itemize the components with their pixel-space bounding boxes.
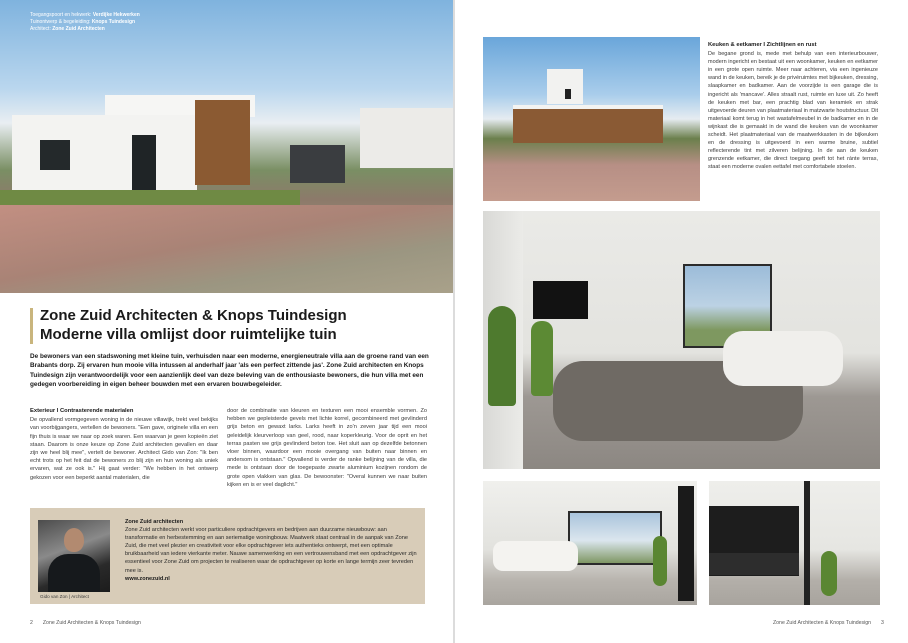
footer-left <box>30 620 141 626</box>
credit-line: Architect: Zone Zuid Architecten <box>30 26 105 32</box>
villa-front-photo <box>483 37 700 201</box>
section-heading: Keuken & eetkamer I Zichtlijnen en rust <box>708 42 817 48</box>
page-number: 3 <box>881 620 884 626</box>
body-text: door de combinatie van kleuren en texturen een mooi ensemble vormen. Zo hebben we gepleisterde gevels met lichte korrel, gecombineerd met gevlinderd grijs beton en gewaxt larks. Larks heeft in zo'n zeven jaar tijd een mooi geleidelijk kleurverloop van geel, rood, naar koperkleurig. Voor de oprit en het terras pasten we grijs gevlinderd beton toe. Het sluit aan op dezelfde betonnen vloer binnen, waardoor een mooie overgang van buiten naar binnen en andersom is ontstaan." Opvallend is verder de ranke belijning van de villa, die mede is ontstaan door de toegepaste zwarte aluminium kozijnen rondom de grote open vlakken van glas. De bewoonster: "Overal kunnen we naar buiten kijken en is er veel daglicht." <box>227 408 427 488</box>
footer-right <box>773 620 884 626</box>
left-page <box>0 0 453 643</box>
title-accent-bar <box>30 308 33 344</box>
body-column-1 <box>30 407 218 482</box>
living-room-photo <box>483 211 880 469</box>
credit-line: Tuinontwerp & begeleiding: Knops Tuindesign <box>30 19 136 25</box>
company-description <box>125 518 417 583</box>
page-number: 2 <box>30 620 33 626</box>
company-info-box <box>30 508 425 604</box>
portrait-caption: Gido van Zon | Architect <box>40 594 89 599</box>
villa-exterior-photo <box>0 0 453 293</box>
right-page <box>455 0 908 643</box>
credit-line: Toegangspoort en hekwerk: Verdijke Hekwerken <box>30 12 140 18</box>
architect-portrait <box>38 520 110 592</box>
kitchen-section <box>708 41 878 172</box>
body-text: De opvallend vormgegeven woning in de nieuwe villawijk, trekt veel bekijks van voorbijgangers, vertellen de bewoners. "Een gave, originele villa en een fijn thuis is waar we naar op zoek waren. Een waarvan je geen kopieën ziet staan. Daarom is onze keuze op Zone Zuid architecten gevallen en daar zijn we heel blij mee", vertelt de bewoner. Architect Gido van Zon: "Ik ben echt trots op het feit dat de bewoners zo blij zijn en hun woning als uniek ervaren, wat ze ook is." Hij gaat verder: "We hebben in het ontwerp gekozen voor een beperkt aantal materialen, die <box>30 417 218 481</box>
kitchen-photo <box>709 481 880 605</box>
section-heading: Exterieur I Contrasterende materialen <box>30 408 134 414</box>
article-intro: De bewoners van een stadswoning met kleine tuin, verhuisden naar een moderne, energieneutrale villa aan de groene rand van een Brabants dorp. Zij ervaren hun mooie villa intussen al anderhalf jaar 'als een perfect zittende jas'. Zone Zuid architecten en Knops Tuindesign zijn verantwoordelijk voor een aanzienlijk deel van deze beleving van de enthousiaste bewoners, die hun villa met een gedegen voorbereiding in eigen beheer bouwden met een ervaren bouwbegeleider. <box>30 353 429 389</box>
article-subtitle: Moderne villa omlijst door ruimtelijke tuin <box>40 326 337 343</box>
body-column-2 <box>227 407 427 489</box>
footer-label: Zone Zuid Architecten & Knops Tuindesign <box>42 620 141 626</box>
company-website-link[interactable]: www.zonezuid.nl <box>125 575 170 582</box>
dining-room-photo <box>483 481 697 605</box>
article-title: Zone Zuid Architecten & Knops Tuindesign <box>40 307 347 324</box>
photo-credits <box>30 12 140 33</box>
body-text: De begane grond is, mede met behulp van een interieurbouwer, modern ingericht en bestaat uit een woonkamer, keuken en eetkamer in een grote open ruimte. Meer naar achteren, via een ingenieuze wand in de keuken, bereik je de privéruimtes met bijkeuken, dressing, slaapkamer en badkamer. Aan de voorzijde is een garage die is ingericht als 'mancave'. Alles straalt rust, ruimte en luxe uit. Zo heeft de keuken met bar, een prachtig blad van keramiek en strak uitgevoerde deuren van plaatmateriaal in matzwarte houtstructuur. Dit materiaal komt terug in het wastafelmeubel in de badkamer en in de wijnkast die is gemaakt in de wand die keuken van de woonkamer scheidt. Het plaatmateriaal van de maatwerkkasten in de bijkeuken en de dressing is uitgevoerd in een warme bruine, subtiel reflecterende tint met zilveren belijning. In de aan de keuken grenzende eetkamer, die direct toegang geeft tot het ránte terras, staat een moderne ovalen eettafel met comfortabele stoelen. <box>708 51 878 171</box>
company-name: Zone Zuid architecten <box>125 519 184 525</box>
company-text: Zone Zuid architecten werkt voor particuliere opdrachtgevers en bedrijven aan duurzame nieuwbouw: aan transformatie en herbestemming en aan seriematige woningbouw. Maatwerk staat centraal in de aanpak van Zone Zuid, die met veel plezier en creativiteit voor elke opdrachtgever iets authentieks ontwerpt, met een optimale bruikbaarheid van iedere vierkante meter. Nauwe samenwerking en een vertrouwensband met een opdrachtgever zijn essentieel voor Zone Zuid om projecten te realiseren waar de opdrachtgever op korte en lange termijn zeer tevreden mee is. <box>125 527 417 574</box>
footer-label: Zone Zuid Architecten & Knops Tuindesign <box>773 620 872 626</box>
